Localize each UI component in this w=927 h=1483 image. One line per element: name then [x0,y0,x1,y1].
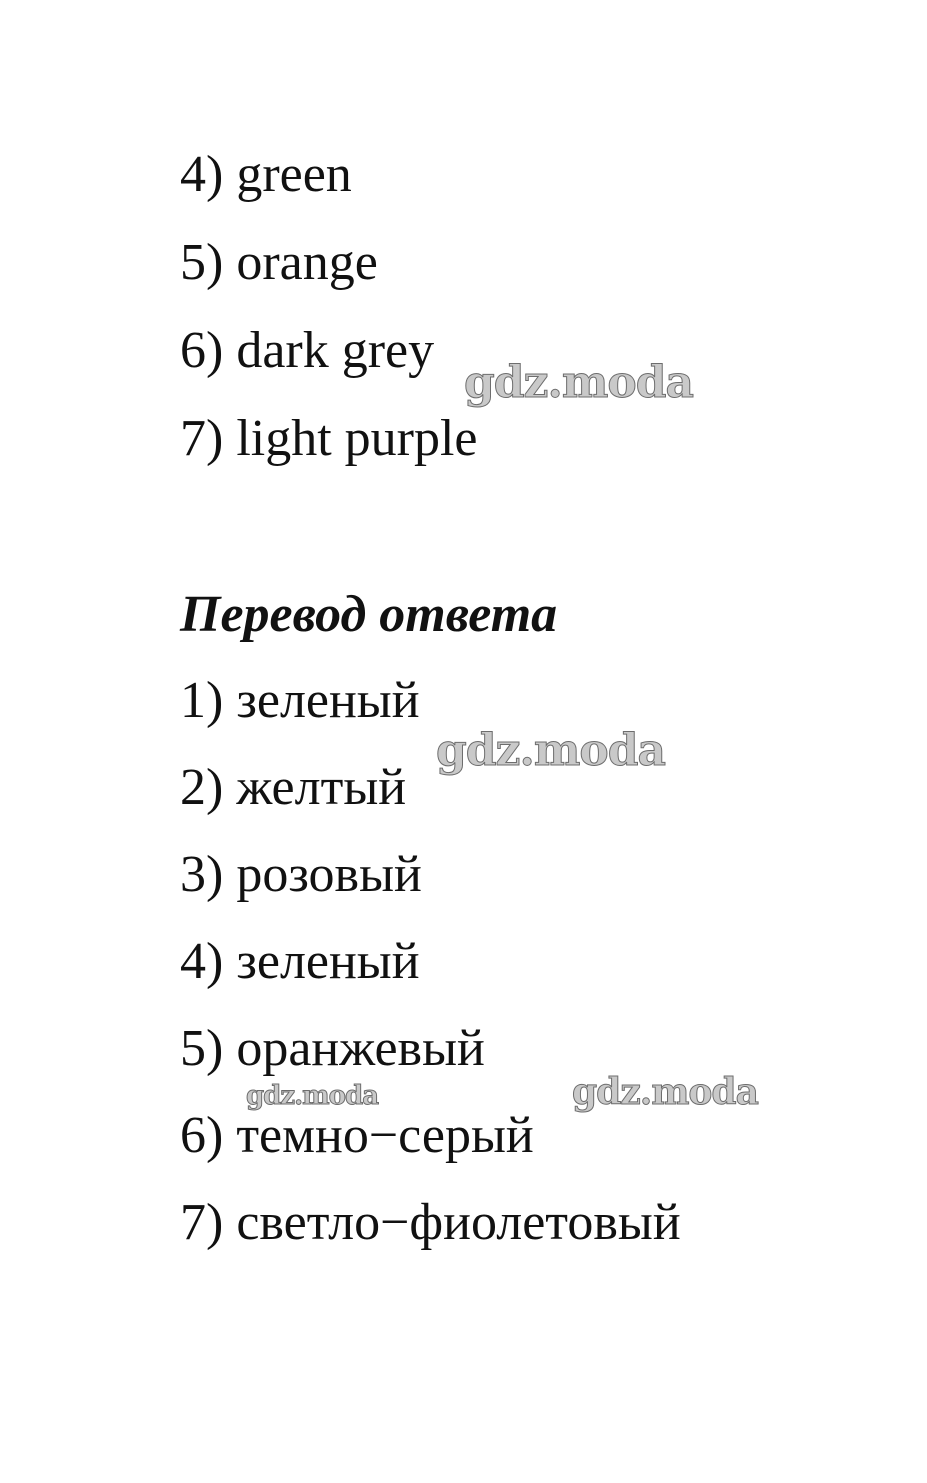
answer-item-6: 6) dark grey [180,322,435,379]
watermark-logo: gdz.moda [246,1081,379,1111]
answer-item-5: 5) orange [180,234,378,291]
translation-item-4: 4) зеленый [180,933,420,990]
translation-heading: Перевод ответа [180,586,558,643]
answer-item-4: 4) green [180,146,352,203]
watermark-logo: gdz.moda [464,357,694,408]
translation-item-2: 2) желтый [180,759,407,816]
answer-item-7: 7) light purple [180,410,478,467]
watermark-logo: gdz.moda [436,725,666,776]
translation-item-7: 7) светло−фиолетовый [180,1194,681,1251]
translation-item-1: 1) зеленый [180,672,420,729]
watermark-logo: gdz.moda [572,1071,758,1113]
translation-item-6: 6) темно−серый [180,1107,534,1164]
translation-item-5: 5) оранжевый [180,1020,485,1077]
translation-item-3: 3) розовый [180,846,422,903]
